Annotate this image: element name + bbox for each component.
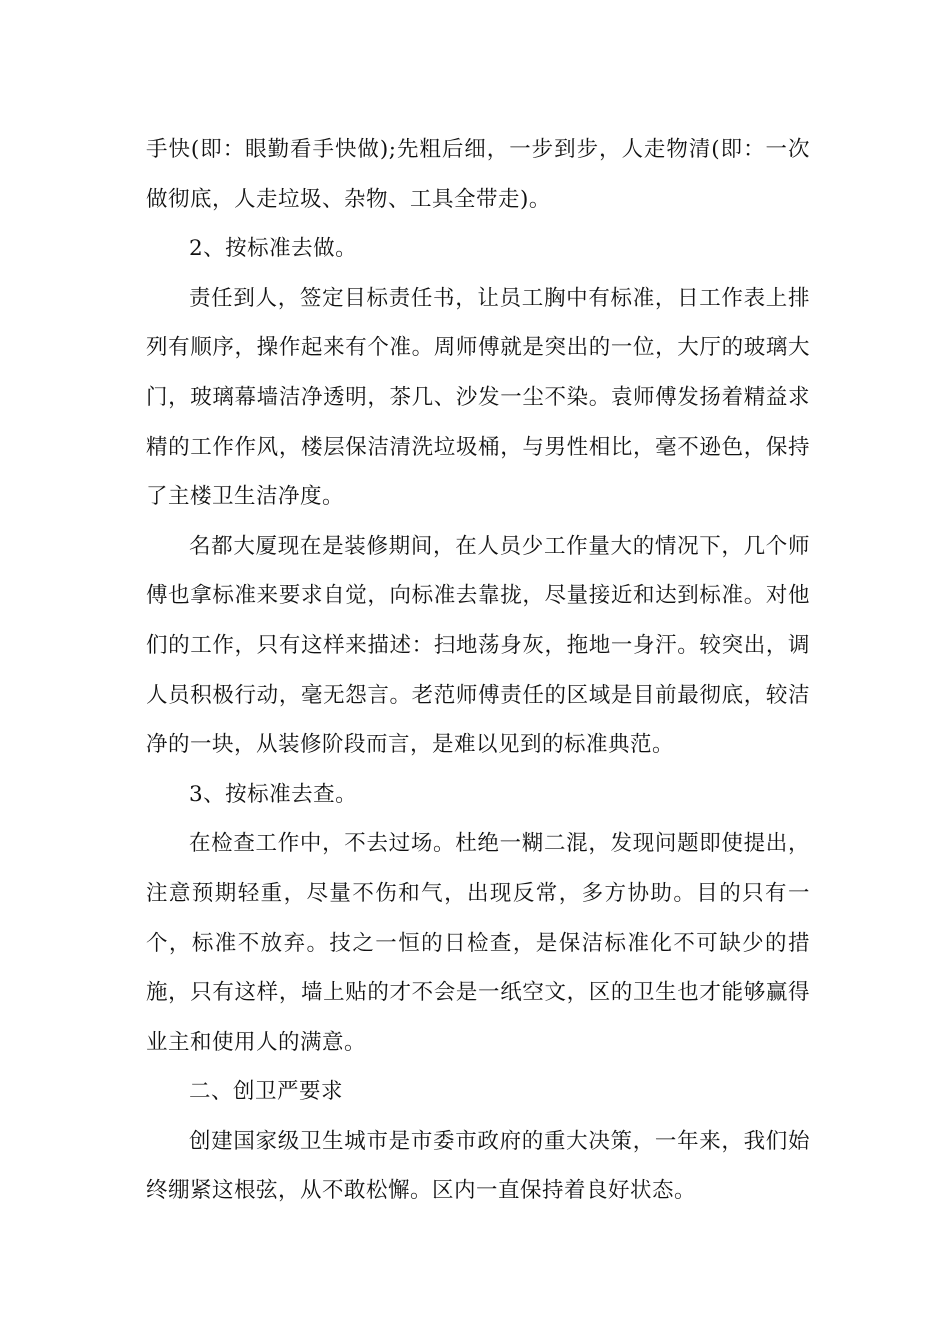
paragraph-sanitary-city: 创建国家级卫生城市是市委市政府的重大决策，一年来，我们始终绷紧这根弦，从不敢松懈。区内一直保持着良好状态。 <box>146 1128 810 1204</box>
paragraph-mingdu-building: 名都大厦现在是装修期间，在人员少工作量大的情况下，几个师傅也拿标准来要求自觉，向标准去靠拢，尽量接近和达到标准。对他们的工作，只有这样来描述：扫地荡身灰，拖地一身汗。较突出，调人员积极行动，毫无怨言。老范师傅责任的区域是目前最彻底，较洁净的一块，从装修阶段而言，是难以见到的标准典范。 <box>146 533 810 758</box>
paragraph-inspection: 在检查工作中，不去过场。杜绝一糊二混，发现问题即使提出，注意预期轻重，尽量不伤和气，出现反常，多方协助。目的只有一个，标准不放弃。技之一恒的日检查，是保洁标准化不可缺少的措施，只有这样，墙上贴的才不会是一纸空文，区的卫生也才能够赢得业主和使用人的满意。 <box>146 831 810 1055</box>
paragraph-responsibility: 责任到人，签定目标责任书，让员工胸中有标准，日工作表上排列有顺序，操作起来有个准。周师傅就是突出的一位，大厅的玻璃大门，玻璃幕墙洁净透明，茶几、沙发一尘不染。袁师傅发扬着精益求精的工作作风，楼层保洁清洗垃圾桶，与男性相比，毫不逊色，保持了主楼卫生洁净度。 <box>146 285 810 510</box>
section-heading-ii: 二、创卫严要求 <box>189 1079 344 1105</box>
paragraph-continuation: 手快(即：眼勤看手快做);先粗后细，一步到步，人走物清(即：一次做彻底，人走垃圾、杂物、工具全带走)。 <box>146 137 810 212</box>
section-heading-2: 2、按标准去做。 <box>189 236 358 262</box>
section-heading-3: 3、按标准去查。 <box>189 781 358 807</box>
document-body <box>146 125 810 1216</box>
